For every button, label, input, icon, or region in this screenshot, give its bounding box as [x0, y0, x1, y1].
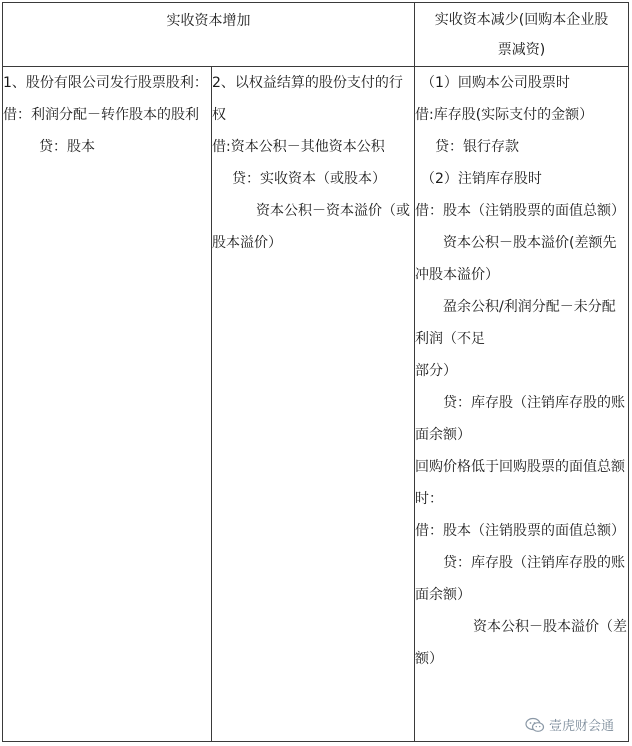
col3-step2-debit2: 资本公积－股本溢价(差额先冲股本溢价） [415, 235, 617, 283]
col1-credit: 贷：股本 [39, 139, 95, 155]
col3-step1-title: （1）回购本公司股票时 [421, 75, 570, 91]
col3-step2-debit: 借：股本（注销股票的面值总额） [415, 203, 625, 219]
col3-step2-title: （2）注销库存股时 [421, 171, 542, 187]
watermark-text: 壹虎财会通 [548, 719, 614, 734]
col1-debit: 借：利润分配－转作股本的股利 [3, 107, 199, 123]
col3-step1-debit: 借:库存股(实际支付的金额） [415, 107, 594, 123]
col2-title: 2、以权益结算的股份支付的行权 [212, 75, 403, 123]
header-row [3, 3, 629, 67]
accounting-table [2, 2, 629, 742]
body-row [3, 67, 629, 742]
col3-step2-debit3: 盈余公积/利润分配－未分配利润（不足 [415, 299, 616, 347]
cell-stock-dividend [3, 67, 212, 742]
col3-step1-credit: 贷：银行存款 [435, 139, 519, 155]
col3-low-credit2: 资本公积－股本溢价（差额） [415, 619, 627, 667]
col1-title: 1、股份有限公司发行股票股利： [3, 75, 208, 91]
col3-step2-credit: 贷：库存股（注销库存股的账面余额） [415, 395, 625, 443]
wechat-icon [525, 717, 545, 733]
col3-low-debit: 借：股本（注销股票的面值总额） [415, 523, 625, 539]
header-decrease [415, 3, 629, 67]
watermark [525, 715, 614, 734]
header-increase [3, 3, 415, 67]
col3-low-price-title: 回购价格低于回购股票的面值总额时： [415, 459, 625, 507]
col2-debit: 借:资本公积－其他资本公积 [212, 139, 385, 155]
col2-credit2: 资本公积－资本溢价（或股本溢价） [212, 203, 410, 251]
header-increase-text: 实收资本增加 [166, 13, 251, 29]
header-decrease-line1: 实收资本减少(回购本企业股 [434, 12, 609, 28]
col3-step2-debit3-tail: 部分） [415, 363, 457, 379]
col3-low-credit: 贷：库存股（注销库存股的账面余额） [415, 555, 625, 603]
col2-credit1: 贷：实收资本（或股本） [232, 171, 386, 187]
header-decrease-line2: 票减资) [497, 42, 546, 58]
cell-share-payment [212, 67, 415, 742]
cell-buyback [415, 67, 629, 742]
